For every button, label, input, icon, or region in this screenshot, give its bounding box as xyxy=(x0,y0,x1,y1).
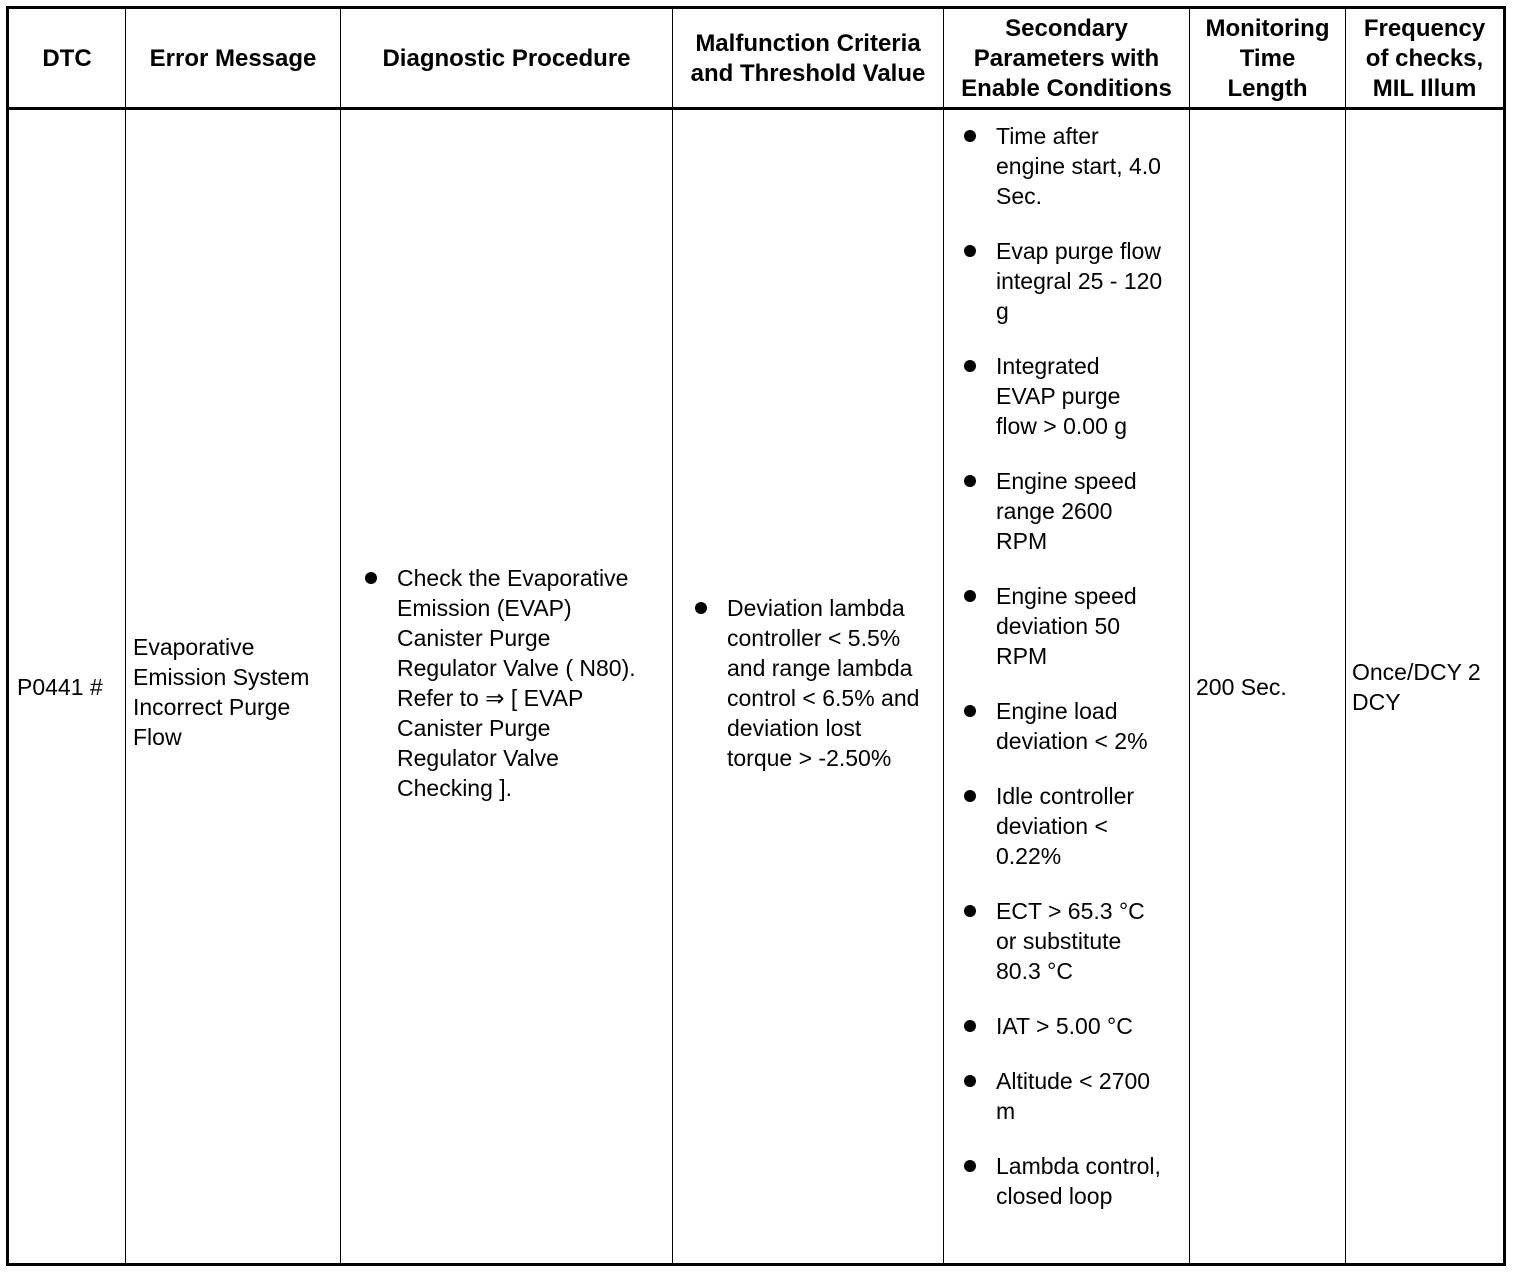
error-message-text: Evaporative Emission System Incorrect Purge Flow xyxy=(133,634,310,750)
parameter-text: Engine speed range 2600 RPM xyxy=(996,468,1137,554)
list-item xyxy=(363,563,636,803)
list-item xyxy=(962,351,1189,441)
bullet-icon xyxy=(964,1020,976,1032)
error-message-cell xyxy=(126,111,340,1263)
list-item xyxy=(962,1151,1189,1211)
list-item xyxy=(962,581,1189,671)
monitoring-time-value: 200 Sec. xyxy=(1196,674,1287,700)
list-item xyxy=(962,1011,1189,1041)
bullet-icon xyxy=(964,1160,976,1172)
parameter-text: Evap purge flow integral 25 - 120 g xyxy=(996,238,1163,324)
header-dtc-label: DTC xyxy=(42,44,92,72)
list-item xyxy=(962,781,1189,871)
bullet-icon xyxy=(964,705,976,717)
parameter-text: Time after engine start, 4.0 Sec. xyxy=(996,123,1161,209)
bullet-icon xyxy=(964,1075,976,1087)
procedure-text: Check the Evaporative Emission (EVAP) Canister Purge Regulator Valve ( N80). Refer to ⇒ [ EVAP Canister Purge Regulator Valve Checking ]. xyxy=(397,565,636,801)
header-frequency-label: Frequency of checks, MIL Illum xyxy=(1363,14,1486,102)
bullet-icon xyxy=(695,602,707,614)
bullet-icon xyxy=(964,360,976,372)
monitoring-time-cell xyxy=(1190,111,1345,1263)
frequency-value: Once/DCY 2 DCY xyxy=(1352,659,1481,715)
list-item xyxy=(962,896,1189,986)
list-item xyxy=(962,696,1189,756)
bullet-icon xyxy=(964,130,976,142)
header-error-message-label: Error Message xyxy=(149,44,317,72)
header-malfunction-criteria xyxy=(673,9,943,108)
header-malfunction-criteria-label: Malfunction Criteria and Threshold Value xyxy=(690,29,926,87)
header-diagnostic-procedure-label: Diagnostic Procedure xyxy=(382,44,631,72)
header-monitoring-time-label: Monitoring Time Length xyxy=(1205,14,1330,102)
dtc-code: P0441 # xyxy=(17,674,103,700)
bullet-icon xyxy=(964,475,976,487)
header-frequency xyxy=(1346,9,1503,108)
parameter-text: Altitude < 2700 m xyxy=(996,1068,1151,1124)
parameter-text: IAT > 5.00 °C xyxy=(996,1013,1133,1039)
dtc-cell xyxy=(9,111,125,1263)
bullet-icon xyxy=(964,905,976,917)
parameter-text: Lambda control, closed loop xyxy=(996,1153,1161,1209)
list-item xyxy=(962,466,1189,556)
header-monitoring-time xyxy=(1190,9,1345,108)
header-diagnostic-procedure xyxy=(341,9,672,108)
diagnostic-procedure-cell xyxy=(341,111,672,1263)
list-item xyxy=(693,593,919,773)
header-dtc xyxy=(9,9,125,108)
header-secondary-parameters xyxy=(944,9,1189,108)
header-error-message xyxy=(126,9,340,108)
criteria-text: Deviation lambda controller < 5.5% and range lambda control < 6.5% and deviation lost torque > -2.50% xyxy=(727,595,920,771)
malfunction-criteria-cell xyxy=(673,111,943,1263)
header-secondary-parameters-label: Secondary Parameters with Enable Conditions xyxy=(961,14,1172,102)
bullet-icon xyxy=(964,590,976,602)
bullet-icon xyxy=(365,572,377,584)
diagnostic-procedure-list xyxy=(363,563,636,803)
bullet-icon xyxy=(964,245,976,257)
list-item xyxy=(962,1066,1189,1126)
list-item xyxy=(962,236,1189,326)
parameter-text: ECT > 65.3 °C or substitute 80.3 °C xyxy=(996,898,1145,984)
secondary-parameters-cell xyxy=(944,121,1189,1251)
diagnostic-table xyxy=(6,6,1506,1266)
list-item xyxy=(962,121,1189,211)
parameter-text: Engine speed deviation 50 RPM xyxy=(996,583,1137,669)
frequency-cell xyxy=(1346,111,1503,1263)
parameter-text: Integrated EVAP purge flow > 0.00 g xyxy=(996,353,1128,439)
secondary-parameters-list xyxy=(962,121,1189,1211)
malfunction-criteria-list xyxy=(693,593,919,773)
parameter-text: Engine load deviation < 2% xyxy=(996,698,1148,754)
parameter-text: Idle controller deviation < 0.22% xyxy=(996,783,1135,869)
bullet-icon xyxy=(964,790,976,802)
